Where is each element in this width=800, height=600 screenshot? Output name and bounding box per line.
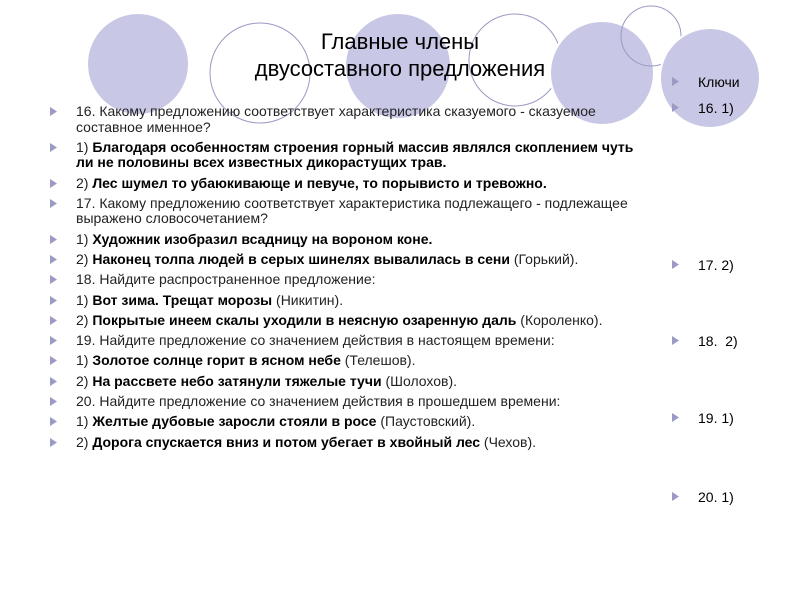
question-item (46, 353, 646, 369)
question-item (46, 313, 646, 329)
question-item (46, 272, 646, 288)
bullet-icon (50, 438, 57, 447)
bullet-icon (50, 296, 57, 305)
example-sentence: Дорога спускается вниз и потом убегает в хвойный лес (92, 433, 481, 450)
questions-list (46, 104, 646, 455)
example-sentence: Вот зима. Трещат морозы (92, 291, 273, 308)
bullet-icon (50, 275, 57, 284)
question-text: 17. Какому предложению соответствует характеристика подлежащего - подлежащее выражено словосочетанием? (76, 194, 628, 227)
question-item (46, 104, 646, 135)
key-answer: 20. 1) (698, 489, 734, 505)
question-text: 19. Найдите предложение со значением действия в настоящем времени: (76, 332, 555, 349)
question-text: 18. Найдите распространенное предложение: (76, 271, 376, 288)
example-sentence: Лес шумел то убаюкивающе и певуче, то порывисто и тревожно. (92, 174, 547, 191)
bullet-icon (50, 235, 57, 244)
question-text: 2) (76, 311, 93, 328)
key-answer: 18. 2) (698, 333, 738, 349)
question-text: 2) (76, 433, 93, 450)
question-item (46, 394, 646, 410)
bullet-icon (50, 316, 57, 325)
question-text: 1) (76, 291, 93, 308)
question-text: 1) (76, 230, 93, 247)
question-text: 20. Найдите предложение со значением действия в прошедшем времени: (76, 393, 561, 410)
example-sentence: Покрытые инеем скалы уходили в неясную озаренную даль (92, 311, 517, 328)
question-text: 1) (76, 413, 93, 430)
keys-column (670, 0, 800, 600)
question-item (46, 196, 646, 227)
bullet-icon (50, 107, 57, 116)
keys-heading: Ключи (698, 74, 740, 90)
bullet-icon (672, 492, 679, 501)
bullet-icon (50, 143, 57, 152)
question-text: (Горький). (509, 250, 579, 267)
bullet-icon (50, 199, 57, 208)
bullet-icon (672, 336, 679, 345)
question-item (46, 293, 646, 309)
question-text: 2) (76, 372, 93, 389)
bullet-icon (50, 417, 57, 426)
bullet-icon (672, 77, 679, 86)
question-text: 1) (76, 352, 93, 369)
bullet-icon (672, 413, 679, 422)
bullet-icon (50, 255, 57, 264)
question-text: (Паустовский). (376, 413, 476, 430)
slide-title (200, 28, 600, 82)
question-text: 16. Какому предложению соответствует характеристика сказуемого - сказуемое составное именное? (76, 103, 596, 135)
question-item (46, 374, 646, 390)
example-sentence: На рассвете небо затянули тяжелые тучи (92, 372, 382, 389)
question-item (46, 414, 646, 430)
key-answer: 19. 1) (698, 410, 734, 426)
title-line-1: Главные члены (320, 29, 480, 54)
question-text: (Короленко). (516, 311, 603, 328)
example-sentence: Наконец толпа людей в серых шинелях вывалилась в сени (92, 250, 510, 267)
question-text: 2) (76, 174, 93, 191)
question-text: (Чехов). (480, 433, 537, 450)
bullet-icon (672, 103, 679, 112)
bullet-icon (50, 377, 57, 386)
bullet-icon (50, 356, 57, 365)
bullet-icon (50, 336, 57, 345)
key-answer: 17. 2) (698, 257, 734, 273)
question-item (46, 176, 646, 192)
title-line-2: двусоставного предложения (254, 56, 546, 81)
deco-circle-filled-1 (87, 13, 189, 115)
example-sentence: Золотое солнце горит в ясном небе (92, 352, 341, 369)
question-item (46, 140, 646, 171)
question-item (46, 333, 646, 349)
question-item (46, 435, 646, 451)
question-text: (Никитин). (272, 291, 344, 308)
question-item (46, 232, 646, 248)
question-text: (Телешов). (340, 352, 416, 369)
bullet-icon (50, 179, 57, 188)
bullet-icon (50, 397, 57, 406)
question-item (46, 252, 646, 268)
example-sentence: Желтые дубовые заросли стояли в росе (92, 413, 377, 430)
question-text: 1) (76, 138, 93, 155)
question-text: 2) (76, 250, 93, 267)
question-text: (Шолохов). (381, 372, 458, 389)
key-answer: 16. 1) (698, 100, 734, 116)
example-sentence: Художник изобразил всадницу на вороном коне. (92, 230, 433, 247)
example-sentence: Благодаря особенностям строения горный массив являлся скоплением чуть ли не половины всех известных дикорастущих трав. (76, 138, 634, 171)
bullet-icon (672, 260, 679, 269)
